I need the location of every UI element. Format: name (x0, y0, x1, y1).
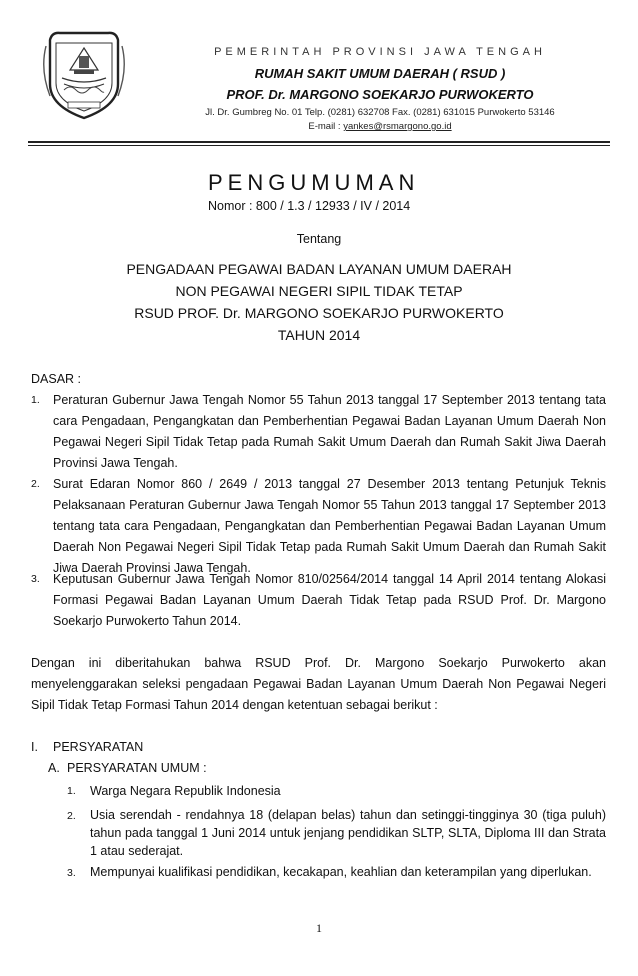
letterhead-hospital-name: RUMAH SAKIT UMUM DAERAH ( RSUD ) (254, 66, 506, 81)
document-title: PENGUMUMAN (208, 170, 420, 195)
section-heading: PERSYARATAN (53, 740, 144, 754)
subsection-heading: PERSYARATAN UMUM : (67, 761, 207, 775)
jawa-tengah-emblem-icon (40, 26, 128, 122)
subject-line: TAHUN 2014 (277, 327, 361, 343)
requirement-text: Warga Negara Republik Indonesia (90, 784, 281, 798)
dasar-item-text: Keputusan Gubernur Jawa Tengah Nomor 810/02564/2014 tanggal 14 April 2014 tentang Alokasi Formasi Pegawai Badan Layanan Umum Daerah Tidak Tetap pada RSUD Prof. Dr. Margono Soekarjo Purwokerto Tahun 2014. (53, 572, 606, 628)
subject-line: RSUD PROF. Dr. MARGONO SOEKARJO PURWOKERTO (134, 305, 504, 321)
dasar-item-number: 1. (31, 394, 40, 406)
dasar-item-text: Peraturan Gubernur Jawa Tengah Nomor 55 Tahun 2013 tanggal 17 September 2013 tentang tata cara Pengadaan, Pengangkatan dan Pemberhentian Pegawai Badan Layanan Umum Daerah Non Pegawai Negeri Sipil Tidak Tetap pada Rumah Sakit Umum Daerah dan Rumah Sakit Jiwa Daerah Provinsi Jawa Tengah. (53, 393, 606, 470)
subject-line: NON PEGAWAI NEGERI SIPIL TIDAK TETAP (175, 283, 463, 299)
dasar-item-text: Surat Edaran Nomor 860 / 2649 / 2013 tanggal 27 Desember 2013 tentang Petunjuk Teknis Pelaksanaan Peraturan Gubernur Jawa Tengah Nomor 55 Tahun 2013 tanggal 17 September 2013 tentang tata cara Pengadaan, Pengangkatan dan Pemberhentian Pegawai Badan Layanan Umum Daerah Non Pegawai Negeri Sipil Tidak Tetap pada Rumah Sakit Umum Daerah dan Rumah Sakit Jiwa Daerah Provinsi Jawa Tengah. (53, 477, 606, 575)
dasar-heading: DASAR : (31, 372, 82, 386)
subject-line: PENGADAAN PEGAWAI BADAN LAYANAN UMUM DAERAH (126, 261, 512, 277)
requirement-number: 2. (67, 810, 76, 822)
intro-paragraph: Dengan ini diberitahukan bahwa RSUD Prof. Dr. Margono Soekarjo Purwokerto akan menyelenggarakan seleksi pengadaan Pegawai Badan Layanan Umum Daerah Non Pegawai Negeri Sipil Tidak Tetap Formasi Tahun 2014 dengan ketentuan sebagai berikut : (31, 656, 606, 712)
page-number: 1 (316, 921, 322, 935)
about-label: Tentang (296, 232, 342, 246)
section-number: I. (31, 740, 38, 754)
dasar-item-number: 3. (31, 573, 40, 585)
requirement-text: Usia serendah - rendahnya 18 (delapan belas) tahun dan setinggi-tingginya 30 (tiga puluh) tahun pada tanggal 1 Juni 2014 untuk jenjang pendidikan SLTP, SLTA, Diploma III dan Strata 1 atau sederajat. (90, 808, 606, 858)
email-link[interactable]: yankes@rsmargono.go.id (343, 121, 452, 132)
letterhead-government: PEMERINTAH PROVINSI JAWA TENGAH (214, 46, 546, 58)
letterhead-divider-thick (28, 141, 610, 143)
letterhead-divider-thin (28, 145, 610, 146)
requirement-text: Mempunyai kualifikasi pendidikan, kecakapan, keahlian dan keterampilan yang diperlukan. (90, 865, 592, 879)
dasar-item-number: 2. (31, 478, 40, 490)
letterhead-email-line (150, 121, 610, 132)
letterhead-address: Jl. Dr. Gumbreg No. 01 Telp. (0281) 632708 Fax. (0281) 631015 Purwokerto 53146 (205, 107, 555, 118)
letterhead-hospital-full-name: PROF. Dr. MARGONO SOEKARJO PURWOKERTO (226, 87, 534, 102)
subsection-letter: A. (48, 761, 60, 775)
requirement-number: 3. (67, 867, 76, 879)
document-number: Nomor : 800 / 1.3 / 12933 / IV / 2014 (208, 199, 411, 213)
email-label: E-mail : (308, 121, 341, 132)
requirement-number: 1. (67, 785, 76, 797)
